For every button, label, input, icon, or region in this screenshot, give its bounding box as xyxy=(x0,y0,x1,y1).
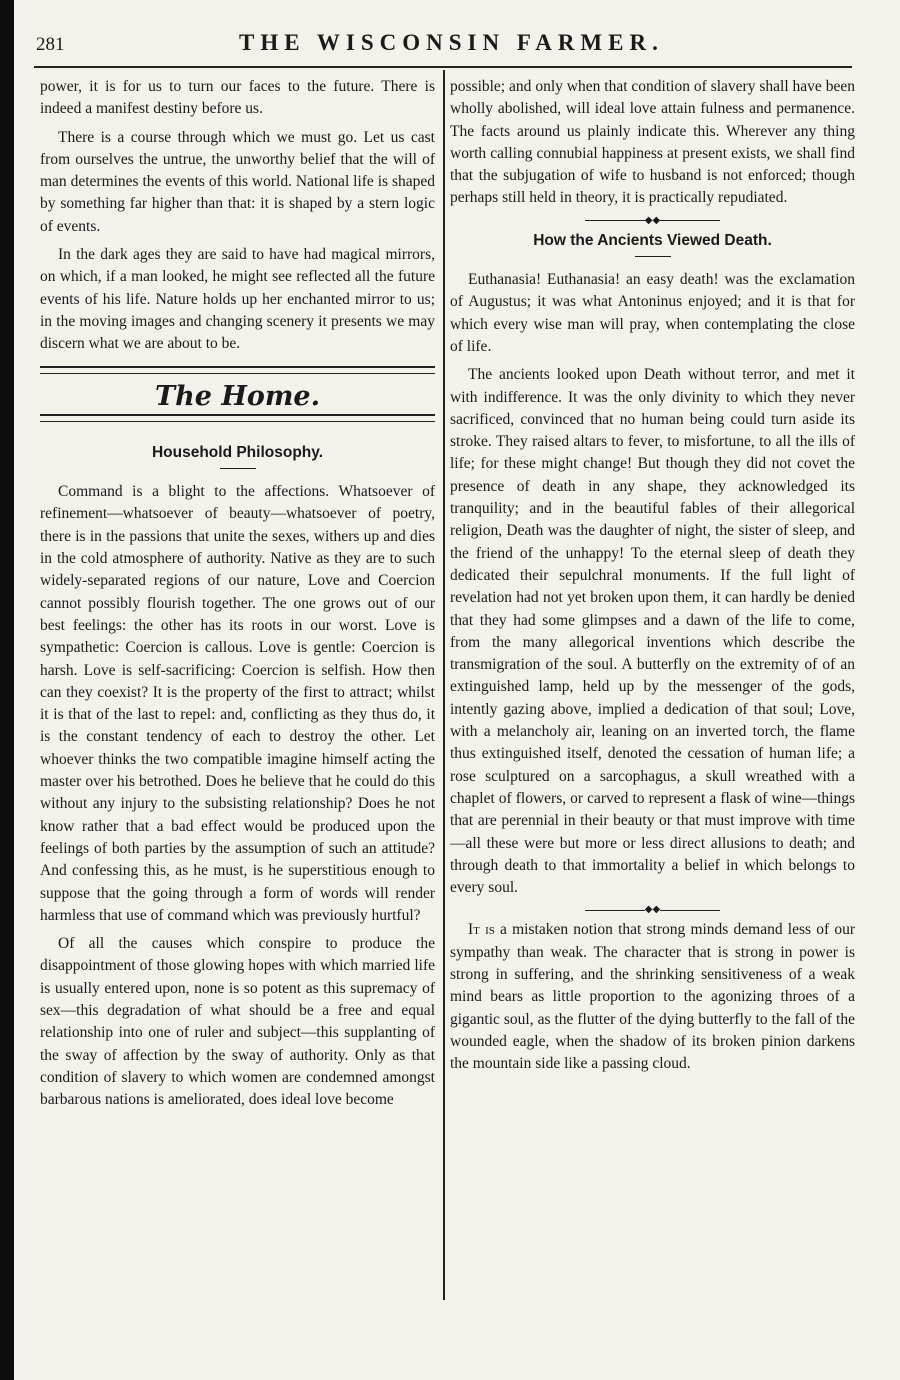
title-rule xyxy=(220,468,256,469)
right-column xyxy=(450,76,855,1081)
paragraph: The ancients looked upon Death without terror, and met it with indifference. It was the only divinity to which they never sacrificed, convinced that no human being could turn aside its stroke. They raised altars to fever, to misfortune, to all the ills of life; for these might change! But though they did not covet the presence of death in any shape, they acknowledged its tranquility; and in the beautiful fables of their allegorical religion, Death was the daughter of night, the sister of sleep, and the friend of the unhappy! To the eternal sleep of death they dedicated their sepulchral monuments. If the full light of revelation had not yet broken upon them, it can hardly be denied that they had some glimpses and a dawn of the life to come, from the many allegorical inventions which describe the transmigration of the soul. A butterfly on the extremity of of an extinguished lamp, held up by the messenger of the gods, intently gazing above, implied a dedication of that soul; Love, with a melancholy air, leaning on an inverted torch, the flame thus extinguished itself, denoted the cessation of human life; a rose sculptured on a sarcophagus, a skull wreathed with a chaplet of flowers, or carved to represent a flask of wine—things that are perennial in their beauty or that must improve with time—all these were but more or less direct allusions to death; and through death to that immortality a belief in which belongs to every soul. xyxy=(450,366,855,897)
page-header xyxy=(34,26,854,62)
section-rule-bottom xyxy=(40,414,435,422)
column-divider xyxy=(443,70,445,1300)
paragraph: In the dark ages they are said to have had magical mirrors, on which, if a man looked, he might see reflected all the future events of his life. Nature holds up her enchanted mirror to us; in the moving images and changing scenery it presents we may discern what we are about to be. xyxy=(40,246,435,353)
paragraph: There is a course through which we must go. Let us cast from ourselves the untrue, the unworthy belief that the will of man determines the events of this world. National life is shaped by something far higher than that: it is shaped by a stern logic of events. xyxy=(40,128,435,235)
left-column xyxy=(40,76,435,1117)
page-number: 281 xyxy=(36,34,65,55)
lead-words: It is xyxy=(468,921,495,939)
ornament-divider: ◆◆ xyxy=(450,905,855,915)
section-heading: The Home. xyxy=(155,380,320,412)
paragraph: Command is a blight to the affections. Whatsoever of refinement—whatsoever of beauty—whatsoever of poetry, there is in the passions that unite the sexes, withers up and dies in the cold atmosphere of authority. Native as they are to such widely-separated regions of our nature, Love and Coercion cannot possibly flourish together. The one grows out of our best feelings: the other has its roots in our worst. Love is sympathetic: Coercion is callous. Love is gentle: Coercion is harsh. Love is self-sacrificing: Coercion is selfish. How then can they coexist? It is the property of the first to attract; whilst it is that of the last to repel: and, conflicting as they thus do, it is the constant tendency of each to destroy the other. Let whoever thinks the two compatible imagine himself acting the master over his betrothed. Does he believe that he could do this without any injury to the subsisting relationship? Does he not know rather that a bad effect would be produced upon the feelings of both parties by the assumption of such an attitude? And confessing this, as he must, is he superstitious enough to suppose that the going through a form of words will render harmless that use of command which was previously hurtful? xyxy=(40,483,435,924)
section-rule-top xyxy=(40,366,435,374)
title-rule xyxy=(635,256,671,257)
paragraph: Of all the causes which conspire to produce the disappointment of those glowing hopes with which married life is usually entered upon, none is so potent as this supremacy of sex—this degradation of what should be a free and equal relationship into one of ruler and subject—this supplanting of the sway of affection by the sway of authority. Only as that condition of slavery to which women are condemned amongst barbarous nations is ameliorated, does ideal love become xyxy=(40,935,435,1109)
running-title: THE WISCONSIN FARMER. xyxy=(239,30,664,55)
article-title: Household Philosophy. xyxy=(151,443,324,461)
paragraph: possible; and only when that condition of slavery shall have been wholly abolished, will ideal love attain fulness and permanence. The facts around us plainly indicate this. Wherever any thing worth calling connubial happiness at present exists, we shall find that the subjugation of wife to husband is not enforced; though perhaps still held in theory, it is practically repudiated. xyxy=(450,78,855,207)
paragraph-body: a mistaken notion that strong minds demand less of our sympathy than weak. The character that is strong in power is strong in suffering, and the shrinking sensitiveness of a weak mind bears as little proportion to the agonizing throes of a gigantic soul, as the flutter of the dying butterfly to the fall of the wounded eagle, when the shadow of its broken pinion darkens the mountain side like a passing cloud. xyxy=(450,921,855,1073)
paragraph: Euthanasia! Euthanasia! an easy death! was the exclamation of Augustus; it was what Antoninus enjoyed; and it is that for which every wise man will pray, when contemplating the close of life. xyxy=(450,271,855,355)
scan-edge-bar xyxy=(0,0,14,1380)
header-rule xyxy=(34,66,852,68)
article-title: How the Ancients Viewed Death. xyxy=(533,231,772,249)
ornament-divider: ◆◆ xyxy=(450,216,855,226)
paragraph xyxy=(450,919,855,1075)
paragraph: power, it is for us to turn our faces to the future. There is indeed a manifest destiny before us. xyxy=(40,78,435,118)
